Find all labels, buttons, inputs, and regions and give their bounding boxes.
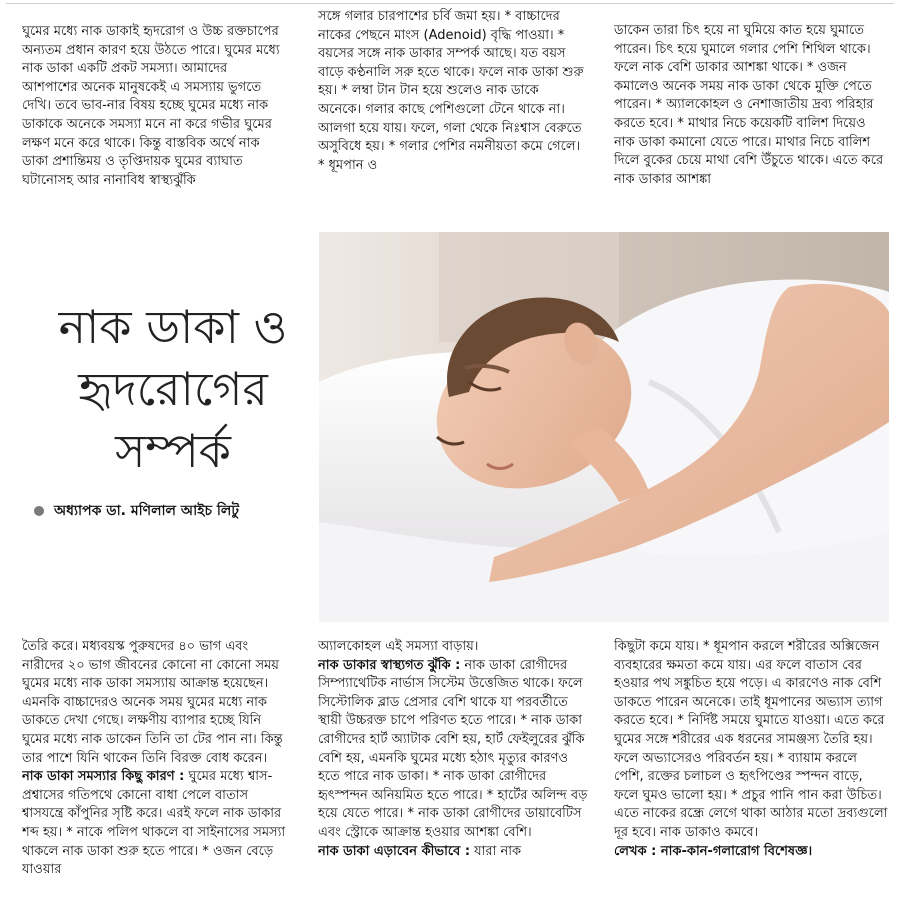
title-line-1: নাক ডাকা ও: [58, 300, 288, 354]
column-text: ঘুমের মধ্যে নাক ডাকাই হৃদরোগ ও উচ্চ রক্তচাপের অন্যতম প্রধান কারণ হয়ে উঠতে পারে। ঘুমের মধ্যে নাক ডাকা একটি প্রকট সমস্যা। আমাদের আশপাশের অনেক মানুষকেই এ সমস্যায় ভুগতে দেখি। তবে ভাব-নার বিষয় হচ্ছে ঘুমের মধ্যে নাক ডাকাকে অনেকে সমস্যা মনে না করে গভীর ঘুমের লক্ষণ মনে করে থাকে। কিন্তু বাস্তবিক অর্থে নাক ডাকা প্রশান্তিময় ও তৃপ্তিদায়ক ঘুমের ব্যাঘাত ঘটানোসহ আর নানাবিধ স্বাস্থ্যঝুঁকি: [22, 24, 280, 188]
column-text: সঙ্গে গলার চারপাশের চর্বি জমা হয়। * বাচ্চাদের নাকের পেছনে মাংস (Adenoid) বৃদ্ধি পাওয়া। * বয়সের সঙ্গে নাক ডাকার সম্পর্ক আছে। যত বয়স বাড়ে কণ্ঠনালি সরু হতে থাকে। ফলে নাক ডাকা শুরু হয়। * লম্বা টান টান হয়ে শুলেও নাক ডাকে অনেকে। গলার কাছে পেশিগুলো টেনে থাকে না। আলগা হয়ে যায়। ফলে, গলা থেকে নিঃশ্বাস বেরুতে অসুবিধে হয়। * গলার পেশির নমনীয়তা কমে গেলে। * ধূমপান ও: [318, 9, 584, 173]
bullet-icon: [34, 506, 44, 516]
article-column-3: [614, 22, 888, 214]
column-text: তৈরি করে। মধ্যবয়স্ক পুরুষদের ৪০ ভাগ এবং নারীদের ২০ ভাগ জীবনের কোনো না কোনো সময় ঘুমের মধ্যে নাক ডাকা সমস্যায় আক্রান্ত হয়েছেন। এমনকি বাচ্চাদেরও অনেক সময় ঘুমের মধ্যে নাক ডাকতে দেখা গেছে। লক্ষণীয় ব্যাপার হচ্ছে যিনি ঘুমের মধ্যে নাক ডাকেন তিনি তা টের পান না। কিন্তু তার পাশে যিনি থাকেন তিনি বিরক্ত বোধ করেন।: [22, 639, 283, 766]
article-title: [28, 296, 318, 482]
author-credit: লেখক : নাক-কান-গলারোগ বিশেষজ্ঞ।: [614, 843, 813, 859]
article-column-1: [22, 23, 284, 213]
author-line: [34, 498, 324, 524]
section-heading-prevention: নাক ডাকা এড়াবেন কীভাবে :: [318, 843, 471, 859]
column-text: অ্যালকোহল এই সমস্যা বাড়ায়।: [318, 639, 479, 654]
column-text: ডাকেন তারা চিৎ হয়ে না ঘুমিয়ে কাত হয়ে ঘুমাতে পারেন। চিৎ হয়ে ঘুমালে গলার পেশি শিথিল থাকে। ফলে নাক বেশি ডাকার আশঙ্কা থাকে। * ওজন কমালেও অনেক সময় নাক ডাকা থেকে মুক্তি পেতে পারেন। * অ্যালকোহল ও নেশাজাতীয় দ্রব্য পরিহার করতে হবে। * মাথার নিচে কয়েকটি বালিশ দিয়েও নাক ডাকা কমানো যেতে পারে। মাথার নিচে বালিশ দিলে বুকের চেয়ে মাথা বেশি উঁচুতে থাকে। এতে করে নাক ডাকার আশঙ্কা: [614, 23, 884, 187]
article-column-4: [22, 638, 286, 912]
article-column-6: [614, 638, 890, 912]
column-text: ঘুমের মধ্যে শ্বাস-প্রশ্বাসের গতিপথে কোনো বাধা পেলে বাতাস শ্বাসযন্ত্রে কাঁপুনির সৃষ্টি করে। এরই ফলে নাক ডাকার শব্দ হয়। * নাকে পলিপ থাকলে বা সাইনাসের সমস্যা থাকলে নাক ডাকা শুরু হতে পারে। * ওজন বেড়ে যাওয়ার: [22, 769, 286, 878]
author-name: অধ্যাপক ডা. মণিলাল আইচ লিটু: [54, 503, 239, 519]
article-column-5: [318, 638, 590, 912]
sleeping-man-illustration: [319, 232, 889, 622]
section-heading-risks: নাক ডাকার স্বাস্থ্যগত ঝুঁকি :: [318, 657, 461, 673]
column-text: নাক ডাকা রোগীদের সিম্প্যাথেটিক নার্ভাস সিস্টেম উত্তেজিত থাকে। ফলে সিস্টোলিক ব্লাড প্রেসার বেশি থাকে যা পরবর্তীতে স্থায়ী উচ্চরক্ত চাপে পরিণত হতে পারে। * নাক ডাকা রোগীদের হার্ট অ্যাটাক বেশি হয়, হার্ট ফেইলুরের ঝুঁকি বেশি হয়, এমনকি ঘুমের মধ্যে হঠাৎ মৃত্যুর কারণও হতে পারে নাক ডাকা। * নাক ডাকা রোগীদের হৃৎস্পন্দন অনিয়মিত হতে পারে। * হার্টের অলিন্দ বড় হয়ে যেতে পারে। * নাক ডাকা রোগীদের ডায়াবেটিস এবং স্ট্রোকে আক্রান্ত হওয়ার আশঙ্কা বেশি।: [318, 657, 588, 840]
top-rule: [6, 3, 894, 4]
section-heading-causes: নাক ডাকা সমস্যার কিছু কারণ :: [22, 769, 185, 785]
article-column-2: [318, 8, 586, 213]
column-text: যারা নাক: [470, 843, 522, 859]
article-photo: [319, 232, 889, 622]
title-line-2: হৃদরোগের: [78, 362, 268, 416]
column-text: কিছুটা কমে যায়। * ধূমপান করলে শরীরের অক্সিজেন ব্যবহারের ক্ষমতা কমে যায়। এর ফলে বাতাস বের হওয়ার পথ সঙ্কুচিত হয়ে পড়ে। এ কারণেও নাক বেশি ডাকতে পারেন অনেকে। তাই ধূমপানের অভ্যাস ত্যাগ করতে হবে। * নির্দিষ্ট সময়ে ঘুমাতে যাওয়া। এতে করে ঘুমের সঙ্গে শরীরের এক ধরনের সামঞ্জস্য তৈরি হয়। ফলে অভ্যাসেরও পরিবর্তন হয়। * ব্যায়াম করলে পেশি, রক্তের চলাচল ও হৃৎপিণ্ডের স্পন্দন বাড়ে, ফলে ঘুমও ভালো হয়। * প্রচুর পানি পান করা উচিত। এতে নাকের রন্ধ্রে লেগে থাকা আঠার মতো দ্রব্যগুলো দূর হবে। নাক ডাকাও কমবে।: [614, 639, 888, 840]
title-line-3: সম্পর্ক: [115, 424, 231, 478]
